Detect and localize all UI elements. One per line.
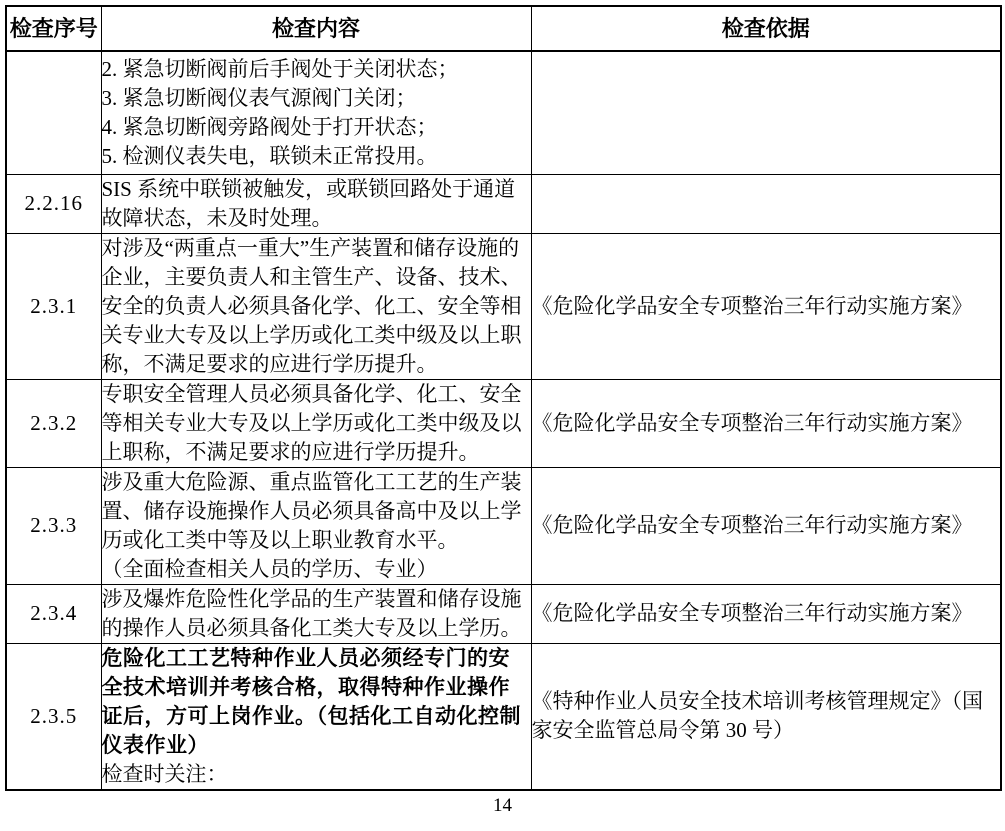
basis-cell: 《危险化学品安全专项整治三年行动实施方案》 [531, 584, 1001, 643]
row-id: 2.3.2 [6, 379, 101, 467]
content-cell: SIS 系统中联锁被触发，或联锁回路处于通道故障状态，未及时处理。 [101, 174, 531, 233]
table-row [6, 51, 1001, 174]
content-cell: 涉及爆炸危险性化学品的生产装置和储存设施的操作人员必须具备化工类大专及以上学历。 [101, 584, 531, 643]
row-id: 2.3.1 [6, 233, 101, 379]
row-id: 2.3.4 [6, 584, 101, 643]
table-row [6, 174, 1001, 233]
row-id: 2.3.3 [6, 467, 101, 584]
basis-cell: 《特种作业人员安全技术培训考核管理规定》（国家安全监管总局令第 30 号） [531, 643, 1001, 790]
content-cell [101, 51, 531, 174]
table-row [6, 233, 1001, 379]
content-cell: 对涉及“两重点一重大”生产装置和储存设施的企业，主要负责人和主管生产、设备、技术、安全的负责人必须具备化学、化工、安全等相关专业大专及以上学历或化工类中级及以上职称，不满足要求的应进行学历提升。 [101, 233, 531, 379]
basis-cell [531, 51, 1001, 174]
content-line: 4. 紧急切断阀旁路阀处于打开状态； [101, 114, 438, 139]
row-id: 2.3.5 [6, 643, 101, 790]
content-note: （全面检查相关人员的学历、专业） [101, 556, 438, 581]
table-header-row [6, 6, 1001, 51]
content-line: 3. 紧急切断阀仪表气源阀门关闭； [101, 85, 417, 110]
content-line: 2. 紧急切断阀前后手阀处于关闭状态； [101, 56, 459, 81]
basis-cell: 《危险化学品安全专项整治三年行动实施方案》 [531, 233, 1001, 379]
table-row [6, 379, 1001, 467]
header-content: 检查内容 [101, 6, 531, 51]
inspection-table [5, 5, 1002, 791]
content-cell: 专职安全管理人员必须具备化学、化工、安全等相关专业大专及以上学历或化工类中级及以上职称，不满足要求的应进行学历提升。 [101, 379, 531, 467]
basis-cell: 《危险化学品安全专项整治三年行动实施方案》 [531, 467, 1001, 584]
content-cell [101, 643, 531, 790]
content-cell [101, 467, 531, 584]
basis-cell: 《危险化学品安全专项整治三年行动实施方案》 [531, 379, 1001, 467]
header-seq: 检查序号 [6, 6, 101, 51]
table-row [6, 584, 1001, 643]
content-text: 涉及重大危险源、重点监管化工工艺的生产装置、储存设施操作人员必须具备高中及以上学历或化工类中等及以上职业教育水平。 [101, 469, 522, 552]
content-bold-text: 危险化工工艺特种作业人员必须经专门的安全技术培训并考核合格，取得特种作业操作证后，方可上岗作业。（包括化工自动化控制仪表作业） [101, 646, 521, 757]
row-id: 2.2.16 [6, 174, 101, 233]
content-line: 5. 检测仪表失电，联锁未正常投用。 [101, 143, 438, 168]
page-number: 14 [493, 795, 512, 816]
content-text: 检查时关注： [101, 761, 228, 786]
row-id [6, 51, 101, 174]
basis-cell [531, 174, 1001, 233]
table-row [6, 643, 1001, 790]
header-basis: 检查依据 [531, 6, 1001, 51]
table-row [6, 467, 1001, 584]
